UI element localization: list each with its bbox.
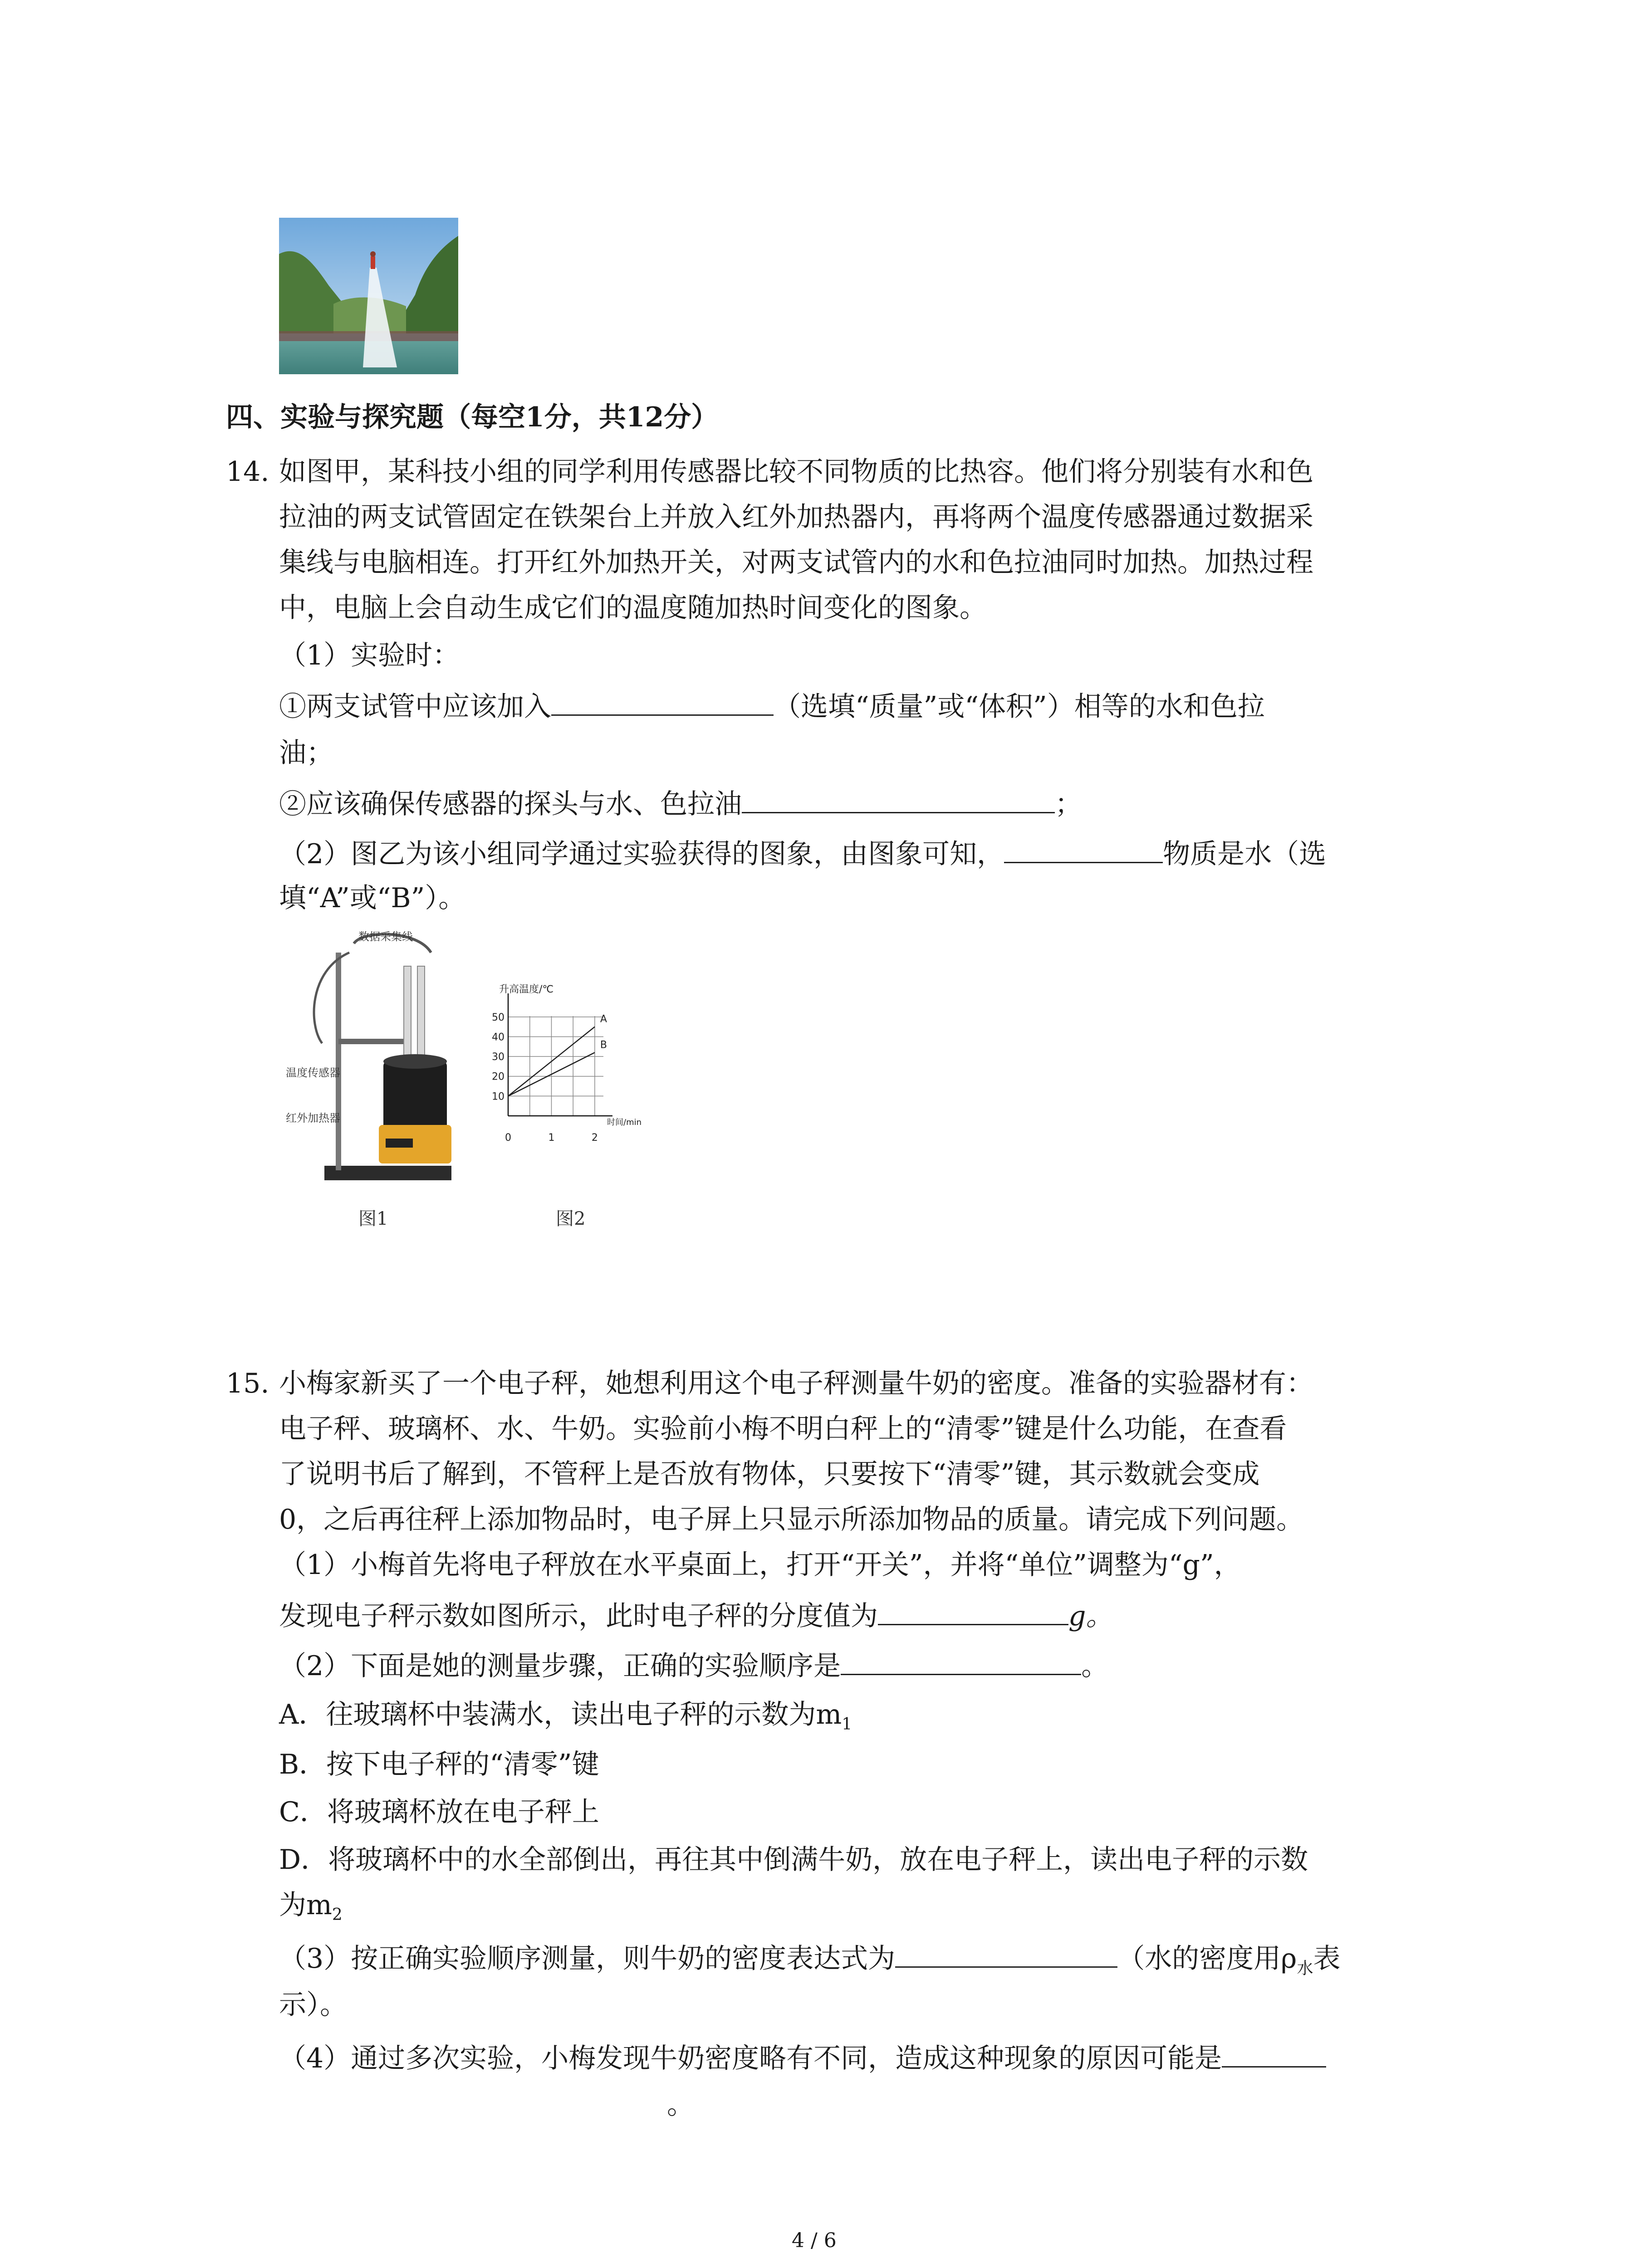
- answer-blank-2[interactable]: [742, 780, 1055, 813]
- q15-part1-line2-pre: 发现电子秤示数如图所示，此时电子秤的分度值为: [279, 1600, 878, 1632]
- q14-para-line-4: 中，电脑上会自动生成它们的温度随加热时间变化的图象。: [279, 592, 987, 624]
- q14-para-line-2: 拉油的两支试管固定在铁架台上并放入红外加热器内，再将两个温度传感器通过数据采: [279, 501, 1313, 533]
- chart-y-label: 升高温度/℃: [499, 984, 554, 995]
- q15-option-a-text: A．往玻璃杯中装满水，读出电子秤的示数为m: [279, 1699, 842, 1730]
- q15-part3-cont: 示）。: [279, 1989, 347, 2021]
- q14-part2: [279, 830, 1326, 877]
- q15-para-line-3: 了说明书后了解到，不管秤上是否放有物体，只要按下“清零”键，其示数就会变成: [279, 1458, 1260, 1490]
- q14-part1-label: （1）实验时：: [279, 640, 460, 671]
- q14-part1b: [279, 780, 1082, 827]
- fig1-caption: 图1: [358, 1208, 388, 1229]
- q15-part3-tail: 表: [1313, 1943, 1341, 1975]
- q14-part1a-pre: ①两支试管中应该加入: [279, 691, 551, 723]
- q15-option-d-line1: D．将玻璃杯中的水全部倒出，再往其中倒满牛奶，放在电子秤上，读出电子秤的示数: [279, 1844, 1308, 1876]
- chart-x-label: 时间/min: [607, 1118, 642, 1127]
- chart-y-tick-3: 40: [492, 1031, 505, 1043]
- chart-y-tick-1: 20: [492, 1071, 505, 1083]
- q15-option-a: [279, 1692, 852, 1747]
- q15-option-d-text: 为m: [279, 1889, 332, 1921]
- q15-part3-pre: （3）按正确实验顺序测量，则牛奶的密度表达式为: [279, 1943, 896, 1975]
- chart-y-tick-2: 30: [492, 1051, 505, 1063]
- page-number: 4 / 6: [792, 2229, 837, 2252]
- answer-blank-1[interactable]: [551, 683, 774, 716]
- q15-option-d-sub: 2: [332, 1906, 343, 1924]
- chart-y-tick-0: 10: [492, 1091, 505, 1103]
- fig2-caption: 图2: [556, 1208, 586, 1229]
- q15-option-d-line2: [279, 1882, 343, 1938]
- q14-part1a: [279, 683, 1265, 729]
- q15-part3-sub: 水: [1297, 1959, 1313, 1978]
- q14-part1b-pre: ②应该确保传感器的探头与水、色拉油: [279, 788, 742, 820]
- chart-x-tick-1: 1: [548, 1132, 555, 1144]
- q15-part4-cont: 。: [667, 2089, 694, 2121]
- chart-series-label-A: A: [600, 1013, 607, 1025]
- answer-blank-5[interactable]: [841, 1642, 1081, 1675]
- fig1-label-sensor: 温度传感器: [286, 1066, 340, 1079]
- q15-part1-line2-post: g。: [1068, 1600, 1113, 1632]
- q15-part1-line2: [279, 1592, 1113, 1639]
- q15-part2-post: 。: [1081, 1650, 1109, 1682]
- q15-part3-post: （水的密度用ρ: [1117, 1943, 1297, 1975]
- q15-option-b: B．按下电子秤的“清零”键: [279, 1749, 599, 1780]
- q15-part2-pre: （2）下面是她的测量步骤，正确的实验顺序是: [279, 1650, 841, 1682]
- answer-blank-4[interactable]: [878, 1592, 1068, 1625]
- q15-number: 15.: [226, 1368, 269, 1399]
- q15-para-line-1: 小梅家新买了一个电子秤，她想利用这个电子秤测量牛奶的密度。准备的实验器材有：: [279, 1368, 1313, 1399]
- figure-apparatus: [281, 925, 472, 1198]
- answer-blank-3[interactable]: [1004, 830, 1163, 863]
- q14-part1b-post: ；: [1055, 788, 1082, 820]
- q15-option-c: C．将玻璃杯放在电子秤上: [279, 1796, 599, 1828]
- q14-part1a-post: （选填“质量”或“体积”）相等的水和色拉: [774, 691, 1265, 723]
- q15-para-line-4: 0，之后再往秤上添加物品时，电子屏上只显示所添加物品的质量。请完成下列问题。: [279, 1504, 1304, 1535]
- q14-para-line-3: 集线与电脑相连。打开红外加热开关，对两支试管内的水和色拉油同时加热。加热过程: [279, 547, 1313, 578]
- fig1-label-heater: 红外加热器: [286, 1112, 340, 1124]
- chart-series-label-B: B: [600, 1039, 607, 1051]
- scenic-photo: [279, 218, 458, 374]
- q14-para-line-1: 如图甲，某科技小组的同学利用传感器比较不同物质的比热容。他们将分别装有水和色: [279, 456, 1313, 488]
- q14-part2-cont: 填“A”或“B”）。: [279, 882, 466, 914]
- q14-part2-post: 物质是水（选: [1163, 838, 1327, 870]
- section-title: 四、实验与探究题（每空1分，共12分）: [226, 401, 719, 433]
- answer-blank-6[interactable]: [895, 1935, 1117, 1968]
- q14-part2-pre: （2）图乙为该小组同学通过实验获得的图象，由图象可知，: [279, 838, 1004, 870]
- q15-part2: [279, 1642, 1108, 1689]
- chart-y-tick-4: 50: [492, 1012, 505, 1023]
- q15-part3: [279, 1935, 1340, 1991]
- fig1-label-data-cable: 数据采集线: [358, 930, 413, 943]
- chart-x-tick-2: 2: [591, 1132, 598, 1144]
- q15-option-a-sub: 1: [842, 1715, 852, 1734]
- temperature-chart: [481, 980, 671, 1188]
- q15-part1-line1: （1）小梅首先将电子秤放在水平桌面上，打开“开关”，并将“单位”调整为“g”，: [279, 1549, 1241, 1581]
- q15-para-line-2: 电子秤、玻璃杯、水、牛奶。实验前小梅不明白秤上的“清零”键是什么功能，在查看: [279, 1413, 1287, 1445]
- q14-part1a-cont: 油；: [279, 737, 333, 769]
- answer-blank-7[interactable]: [1222, 2034, 1326, 2068]
- q14-number: 14.: [226, 456, 269, 488]
- q15-part4: [279, 2034, 1326, 2081]
- chart-x-tick-0: 0: [505, 1132, 511, 1144]
- q15-part4-pre: （4）通过多次实验，小梅发现牛奶密度略有不同，造成这种现象的原因可能是: [279, 2043, 1222, 2074]
